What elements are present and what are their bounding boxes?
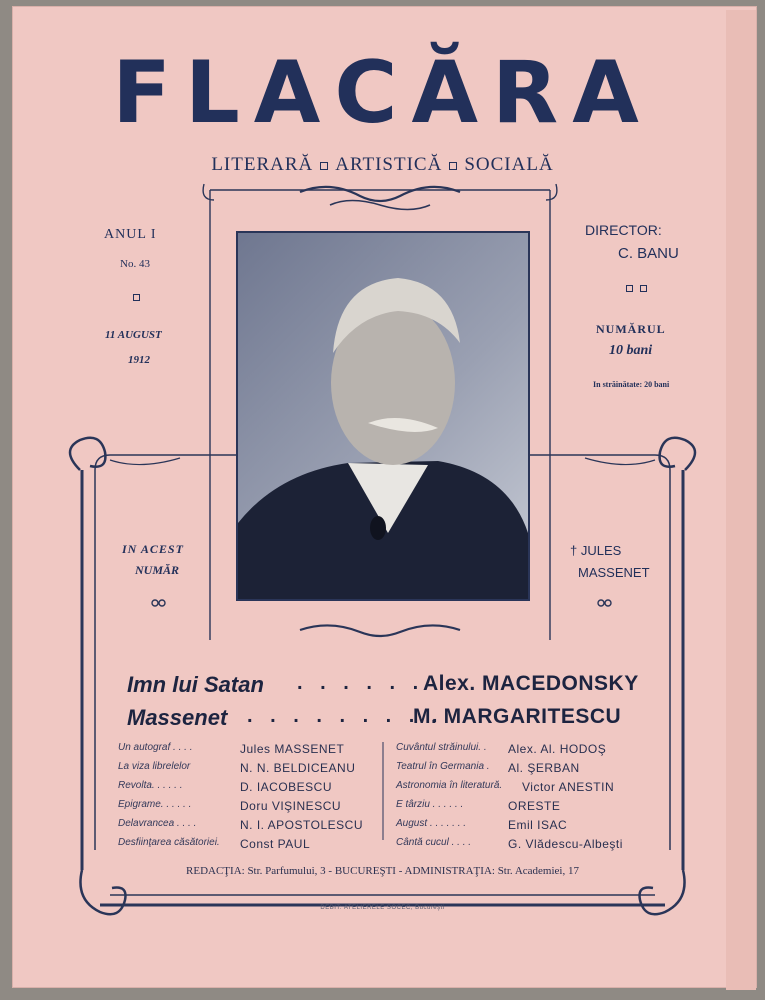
toc-right-column [396, 742, 658, 856]
toc-item [118, 742, 380, 761]
portrait-caption-line1: † JULES [570, 543, 622, 558]
toc-label: Delavrancea . . . . [118, 818, 197, 829]
main-contents-row [127, 705, 647, 731]
issue-number: No. 43 [120, 258, 150, 270]
numar-label: NUMĂR [135, 563, 180, 577]
director-label: DIRECTOR: [585, 222, 662, 238]
subtitle-artistica: ARTISTICĂ [335, 154, 443, 175]
portrait-caption-line2: MASSENET [578, 565, 650, 580]
year-label: ANUL I [104, 227, 157, 242]
toc-item [118, 761, 380, 780]
toc-author: N. I. APOSTOLESCU [240, 818, 363, 832]
toc-label: Un autograf . . . . [118, 742, 193, 753]
toc-item [118, 837, 380, 856]
subtitle [0, 154, 765, 176]
toc-label: Teatrul în Germania . [396, 761, 490, 772]
masthead-title: FLACĂRA [112, 43, 653, 143]
toc-left-column [118, 742, 380, 856]
toc-item [118, 799, 380, 818]
toc-author: Emil ISAC [508, 818, 568, 832]
toc-author: Alex. Al. HODOŞ [508, 742, 607, 756]
leader-dots: . . . . . . . . . [247, 705, 444, 727]
toc-label: Desfiinţarea căsătoriei. [118, 837, 220, 848]
price-abroad: In străinătate: 20 bani [593, 380, 670, 389]
toc-label: Revolta. . . . . . [118, 780, 183, 791]
toc-item [396, 799, 658, 818]
toc-author: Jules MASSENET [240, 742, 345, 756]
portrait-photo [236, 231, 530, 601]
portrait-figure [238, 233, 528, 599]
issue-year: 1912 [128, 354, 150, 366]
main-title: Massenet [127, 705, 228, 730]
toc-item [396, 818, 658, 837]
main-author: M. MARGARITESCU [413, 705, 622, 728]
in-acest-label: IN ACEST [122, 542, 184, 556]
subtitle-sociala: SOCIALĂ [464, 154, 554, 175]
toc-author: G. Vlădescu-Albeşti [508, 837, 623, 851]
square-ornament [640, 285, 647, 292]
toc-label: Cuvântul străinului. . [396, 742, 487, 753]
footer-address: REDACŢIA: Str. Parfumului, 3 - BUCUREŞTI - ADMINISTRAŢIA: Str. Academiei, 17 [186, 865, 579, 877]
director-name: C. BANU [618, 245, 679, 262]
leader-dots: . . . . . . [297, 672, 425, 694]
main-author: Alex. MACEDONSKY [423, 672, 639, 695]
toc-item [396, 780, 658, 799]
toc-author: Victor ANESTIN [522, 780, 615, 794]
toc-label: La viza librelelor [118, 761, 191, 772]
printer-credit: DEBIT: ATELIERELE SOCEC, Bucureşti [320, 905, 445, 911]
issue-date: 11 AUGUST [105, 329, 162, 341]
main-title: Imn lui Satan [127, 672, 264, 697]
toc-item [396, 761, 658, 780]
toc-label: August . . . . . . . [396, 818, 467, 829]
toc-author: D. IACOBESCU [240, 780, 333, 794]
toc-label: E târziu . . . . . . [396, 799, 464, 810]
toc-label: Cântă cucul . . . . [396, 837, 472, 848]
toc-item [396, 742, 658, 761]
square-ornament [626, 285, 633, 292]
square-ornament [133, 294, 140, 301]
toc-label: Epigrame. . . . . . [118, 799, 192, 810]
toc-author: Const PAUL [240, 837, 311, 851]
toc-item [396, 837, 658, 856]
toc-author: Al. ŞERBAN [508, 761, 580, 775]
price: 10 bani [609, 343, 653, 358]
toc-label: Astronomia în literatură. [396, 780, 503, 791]
subtitle-literara: LITERARĂ [211, 154, 314, 175]
toc-author: N. N. BELDICEANU [240, 761, 356, 775]
toc-author: Doru VIŞINESCU [240, 799, 342, 813]
toc-author: ORESTE [508, 799, 561, 813]
main-contents-row [127, 672, 647, 698]
numarul-label: NUMĂRUL [596, 322, 666, 336]
toc-item [118, 818, 380, 837]
toc-item [118, 780, 380, 799]
